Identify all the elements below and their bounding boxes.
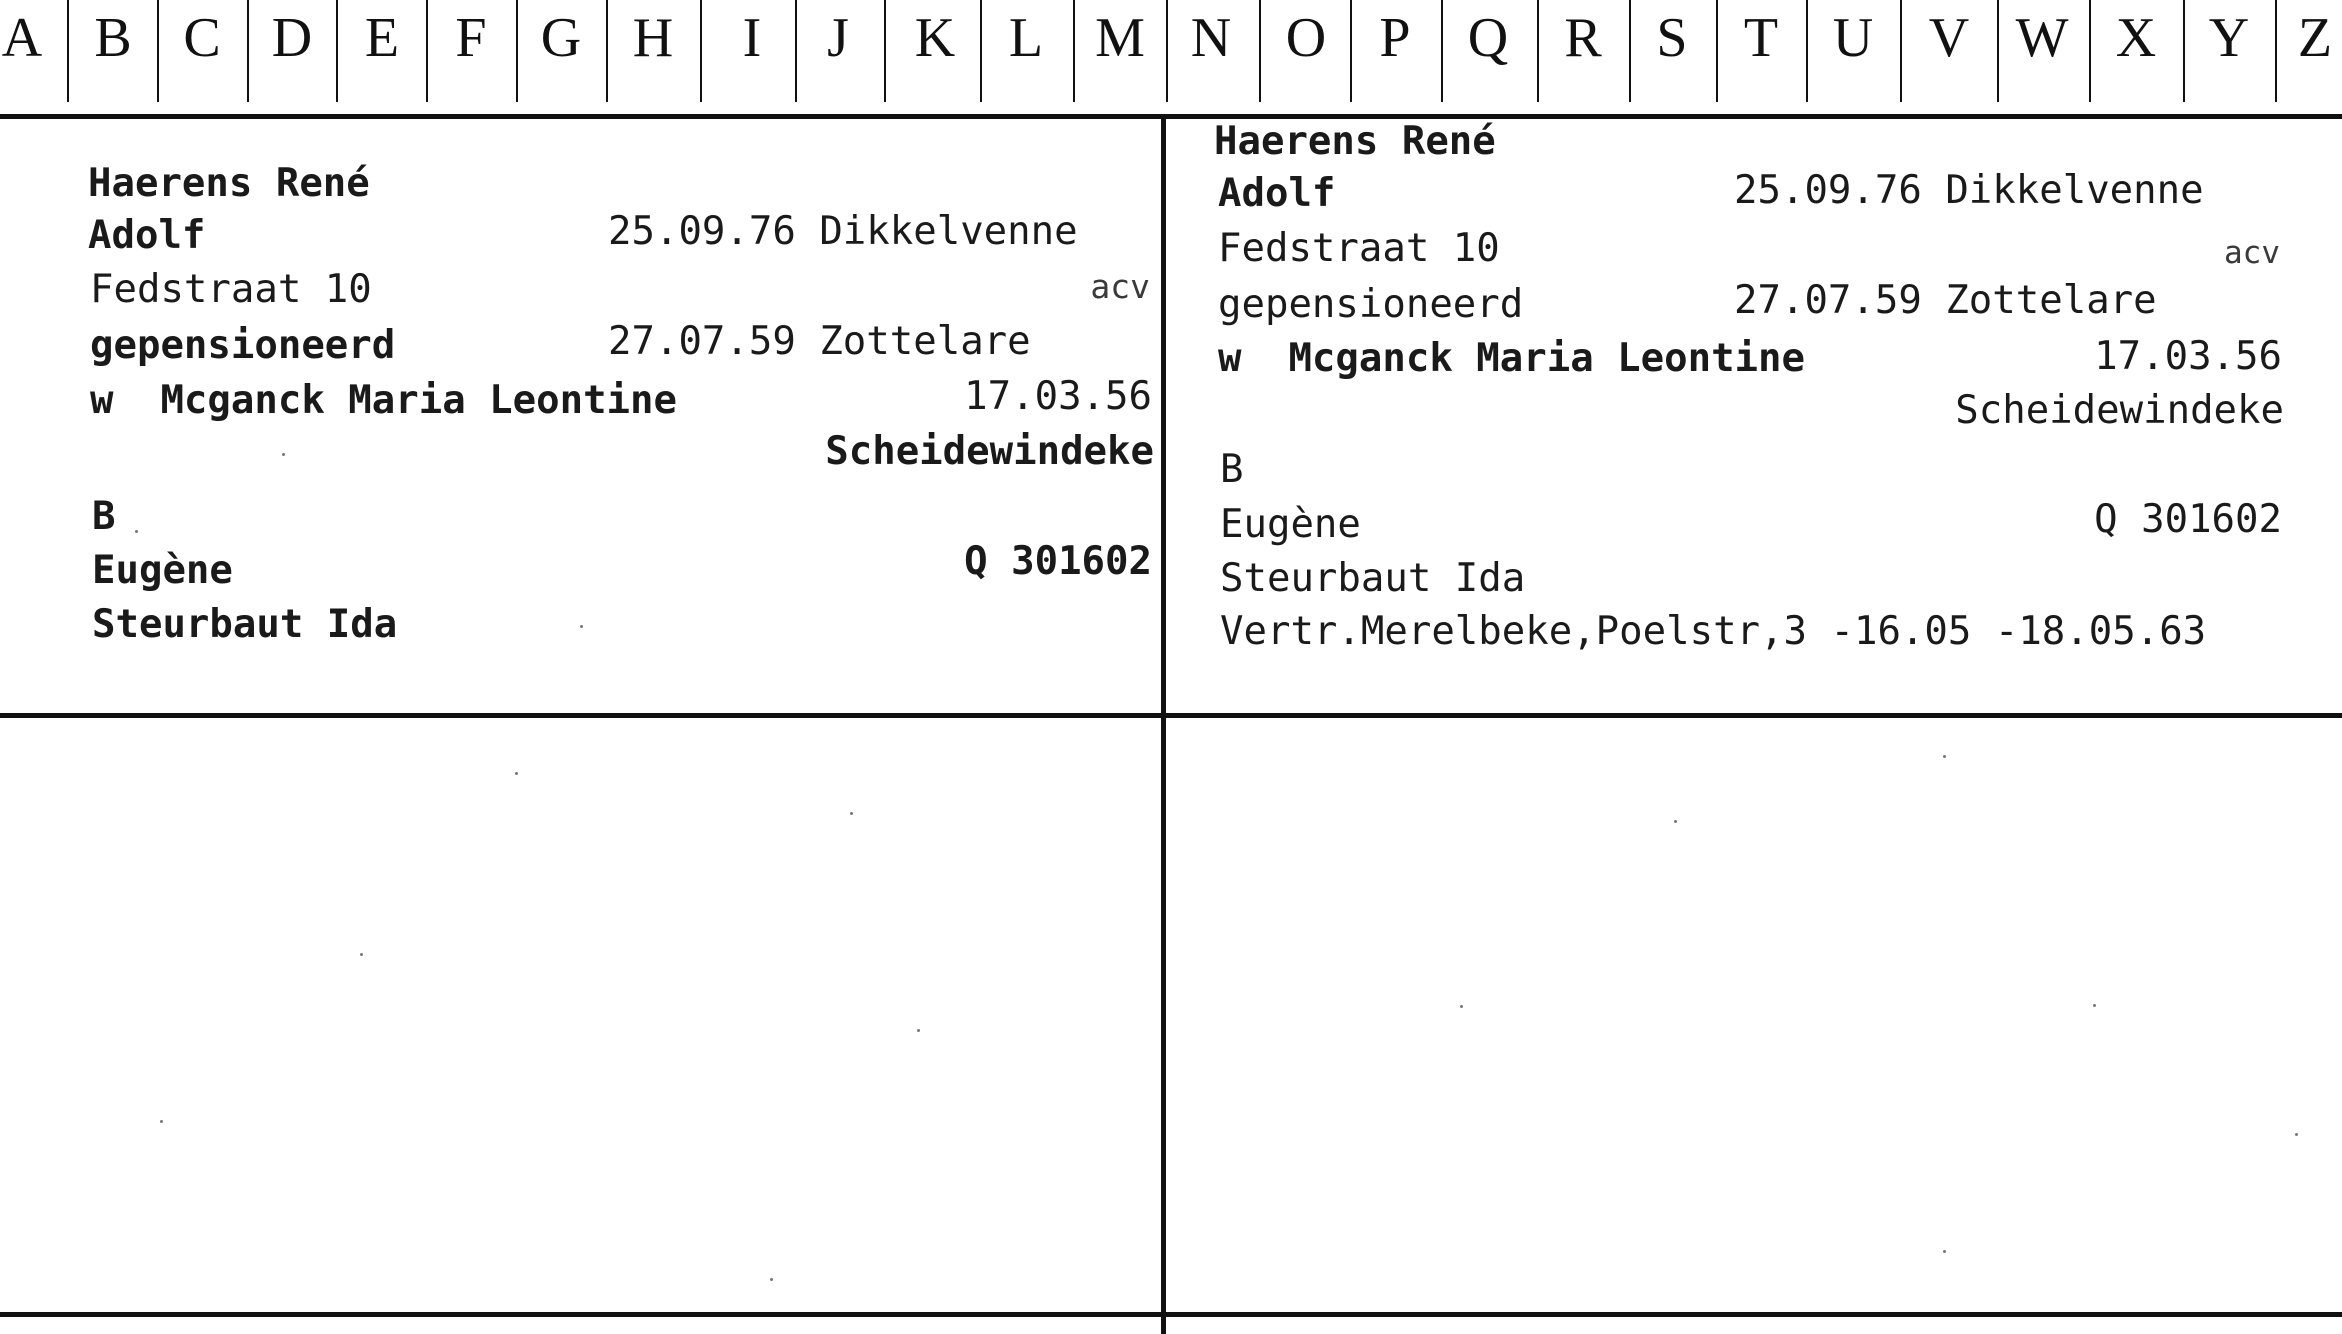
- scan-speck: [770, 1278, 773, 1281]
- scan-speck: [1460, 1005, 1463, 1008]
- card-right-note: Vertr.Merelbeke,Poelstr,3 -16.05 -18.05.63: [1220, 609, 2207, 654]
- index-letter-x: X: [2115, 7, 2157, 69]
- scan-speck: [1943, 755, 1946, 758]
- index-letter-v: V: [1928, 7, 1970, 69]
- index-letter-n: N: [1190, 7, 1232, 69]
- scan-speck: [1674, 820, 1677, 823]
- alphabet-index-strip: [0, 0, 2342, 82]
- index-letter-w: W: [2015, 7, 2069, 69]
- index-divider: [516, 0, 518, 102]
- scan-speck: [2093, 1004, 2096, 1007]
- scan-speck: [2295, 1133, 2298, 1136]
- index-divider: [606, 0, 608, 102]
- card-right-spouse-date: 17.03.56: [2094, 334, 2282, 379]
- bottom-border-line: [0, 1312, 2342, 1317]
- index-divider: [67, 0, 69, 102]
- card-right-union: acv: [2224, 235, 2280, 271]
- card-right-parent: Steurbaut Ida: [1220, 556, 1526, 601]
- scan-speck: [515, 772, 518, 775]
- card-right-spouse: w Mcganck Maria Leontine: [1218, 336, 1805, 381]
- center-divider-line: [1161, 114, 1166, 1334]
- scan-speck: [580, 625, 583, 628]
- index-letter-t: T: [1743, 7, 1779, 69]
- index-divider: [1537, 0, 1539, 102]
- index-letter-u: U: [1832, 7, 1874, 69]
- index-divider: [884, 0, 886, 102]
- card-left-code: B: [92, 494, 116, 539]
- index-letter-f: F: [455, 7, 487, 69]
- card-left-place: Scheidewindeke: [825, 429, 1154, 474]
- card-left-spouse-date: 17.03.56: [964, 374, 1152, 419]
- index-divider: [1166, 0, 1168, 102]
- card-right-number: Q 301602: [2094, 497, 2282, 542]
- scan-speck: [135, 530, 138, 533]
- index-divider: [247, 0, 249, 102]
- index-letter-i: I: [742, 7, 762, 69]
- index-letter-m: M: [1095, 7, 1145, 69]
- scan-speck: [917, 1029, 920, 1032]
- index-letter-o: O: [1285, 7, 1327, 69]
- index-letter-r: R: [1564, 7, 1602, 69]
- index-divider: [2275, 0, 2277, 102]
- card-left-child: Eugène: [92, 548, 233, 593]
- index-letter-g: G: [540, 7, 582, 69]
- index-letter-s: S: [1656, 7, 1688, 69]
- index-divider: [2183, 0, 2185, 102]
- card-right-name: Haerens René: [1214, 119, 1496, 164]
- card-left-number: Q 301602: [964, 539, 1152, 584]
- index-divider: [1350, 0, 1352, 102]
- index-letter-b: B: [94, 7, 132, 69]
- index-letter-y: Y: [2208, 7, 2250, 69]
- card-right-code: B: [1220, 447, 1244, 492]
- index-divider: [1073, 0, 1075, 102]
- index-letter-d: D: [271, 7, 313, 69]
- index-divider: [1629, 0, 1631, 102]
- scan-speck: [360, 953, 363, 956]
- card-left-pension: 27.07.59 Zottelare: [608, 319, 1031, 364]
- index-divider: [700, 0, 702, 102]
- index-divider: [1900, 0, 1902, 102]
- index-letter-q: Q: [1467, 7, 1509, 69]
- card-right-birth: 25.09.76 Dikkelvenne: [1734, 168, 2204, 213]
- index-divider: [1441, 0, 1443, 102]
- card-right-first-name: Adolf: [1218, 171, 1336, 216]
- card-right-street: Fedstraat 10: [1218, 226, 1500, 271]
- card-right-child: Eugène: [1220, 502, 1361, 547]
- index-divider: [157, 0, 159, 102]
- card-left-parent: Steurbaut Ida: [92, 602, 398, 647]
- card-left-spouse: w Mcganck Maria Leontine: [90, 378, 677, 423]
- index-divider: [336, 0, 338, 102]
- index-divider: [1716, 0, 1718, 102]
- card-left-birth: 25.09.76 Dikkelvenne: [608, 209, 1078, 254]
- index-letter-a: A: [1, 7, 43, 69]
- index-letter-e: E: [364, 7, 400, 69]
- card-right-place: Scheidewindeke: [1955, 388, 2284, 433]
- index-divider: [1806, 0, 1808, 102]
- index-divider: [2089, 0, 2091, 102]
- card-right-status: gepensioneerd: [1218, 282, 1524, 327]
- index-divider: [426, 0, 428, 102]
- card-left-street: Fedstraat 10: [90, 267, 372, 312]
- index-letter-h: H: [632, 7, 674, 69]
- index-letter-c: C: [183, 7, 221, 69]
- index-divider: [980, 0, 982, 102]
- card-left-status: gepensioneerd: [90, 323, 396, 368]
- scan-speck: [282, 453, 285, 456]
- index-letter-k: K: [914, 7, 956, 69]
- card-left-name: Haerens René: [88, 161, 370, 206]
- scan-speck: [160, 1120, 163, 1123]
- scan-speck: [850, 812, 853, 815]
- card-left-first-name: Adolf: [88, 213, 206, 258]
- card-left-union: acv: [1090, 267, 1150, 306]
- index-divider: [795, 0, 797, 102]
- index-divider: [1259, 0, 1261, 102]
- card-right-pension: 27.07.59 Zottelare: [1734, 278, 2157, 323]
- index-letter-j: J: [827, 7, 849, 69]
- top-border-line: [0, 114, 2342, 119]
- middle-border-line: [0, 713, 2342, 718]
- index-letter-p: P: [1379, 7, 1411, 69]
- index-divider: [1997, 0, 1999, 102]
- index-letter-z: Z: [2297, 7, 2333, 69]
- index-letter-l: L: [1008, 7, 1044, 69]
- scan-speck: [1943, 1250, 1946, 1253]
